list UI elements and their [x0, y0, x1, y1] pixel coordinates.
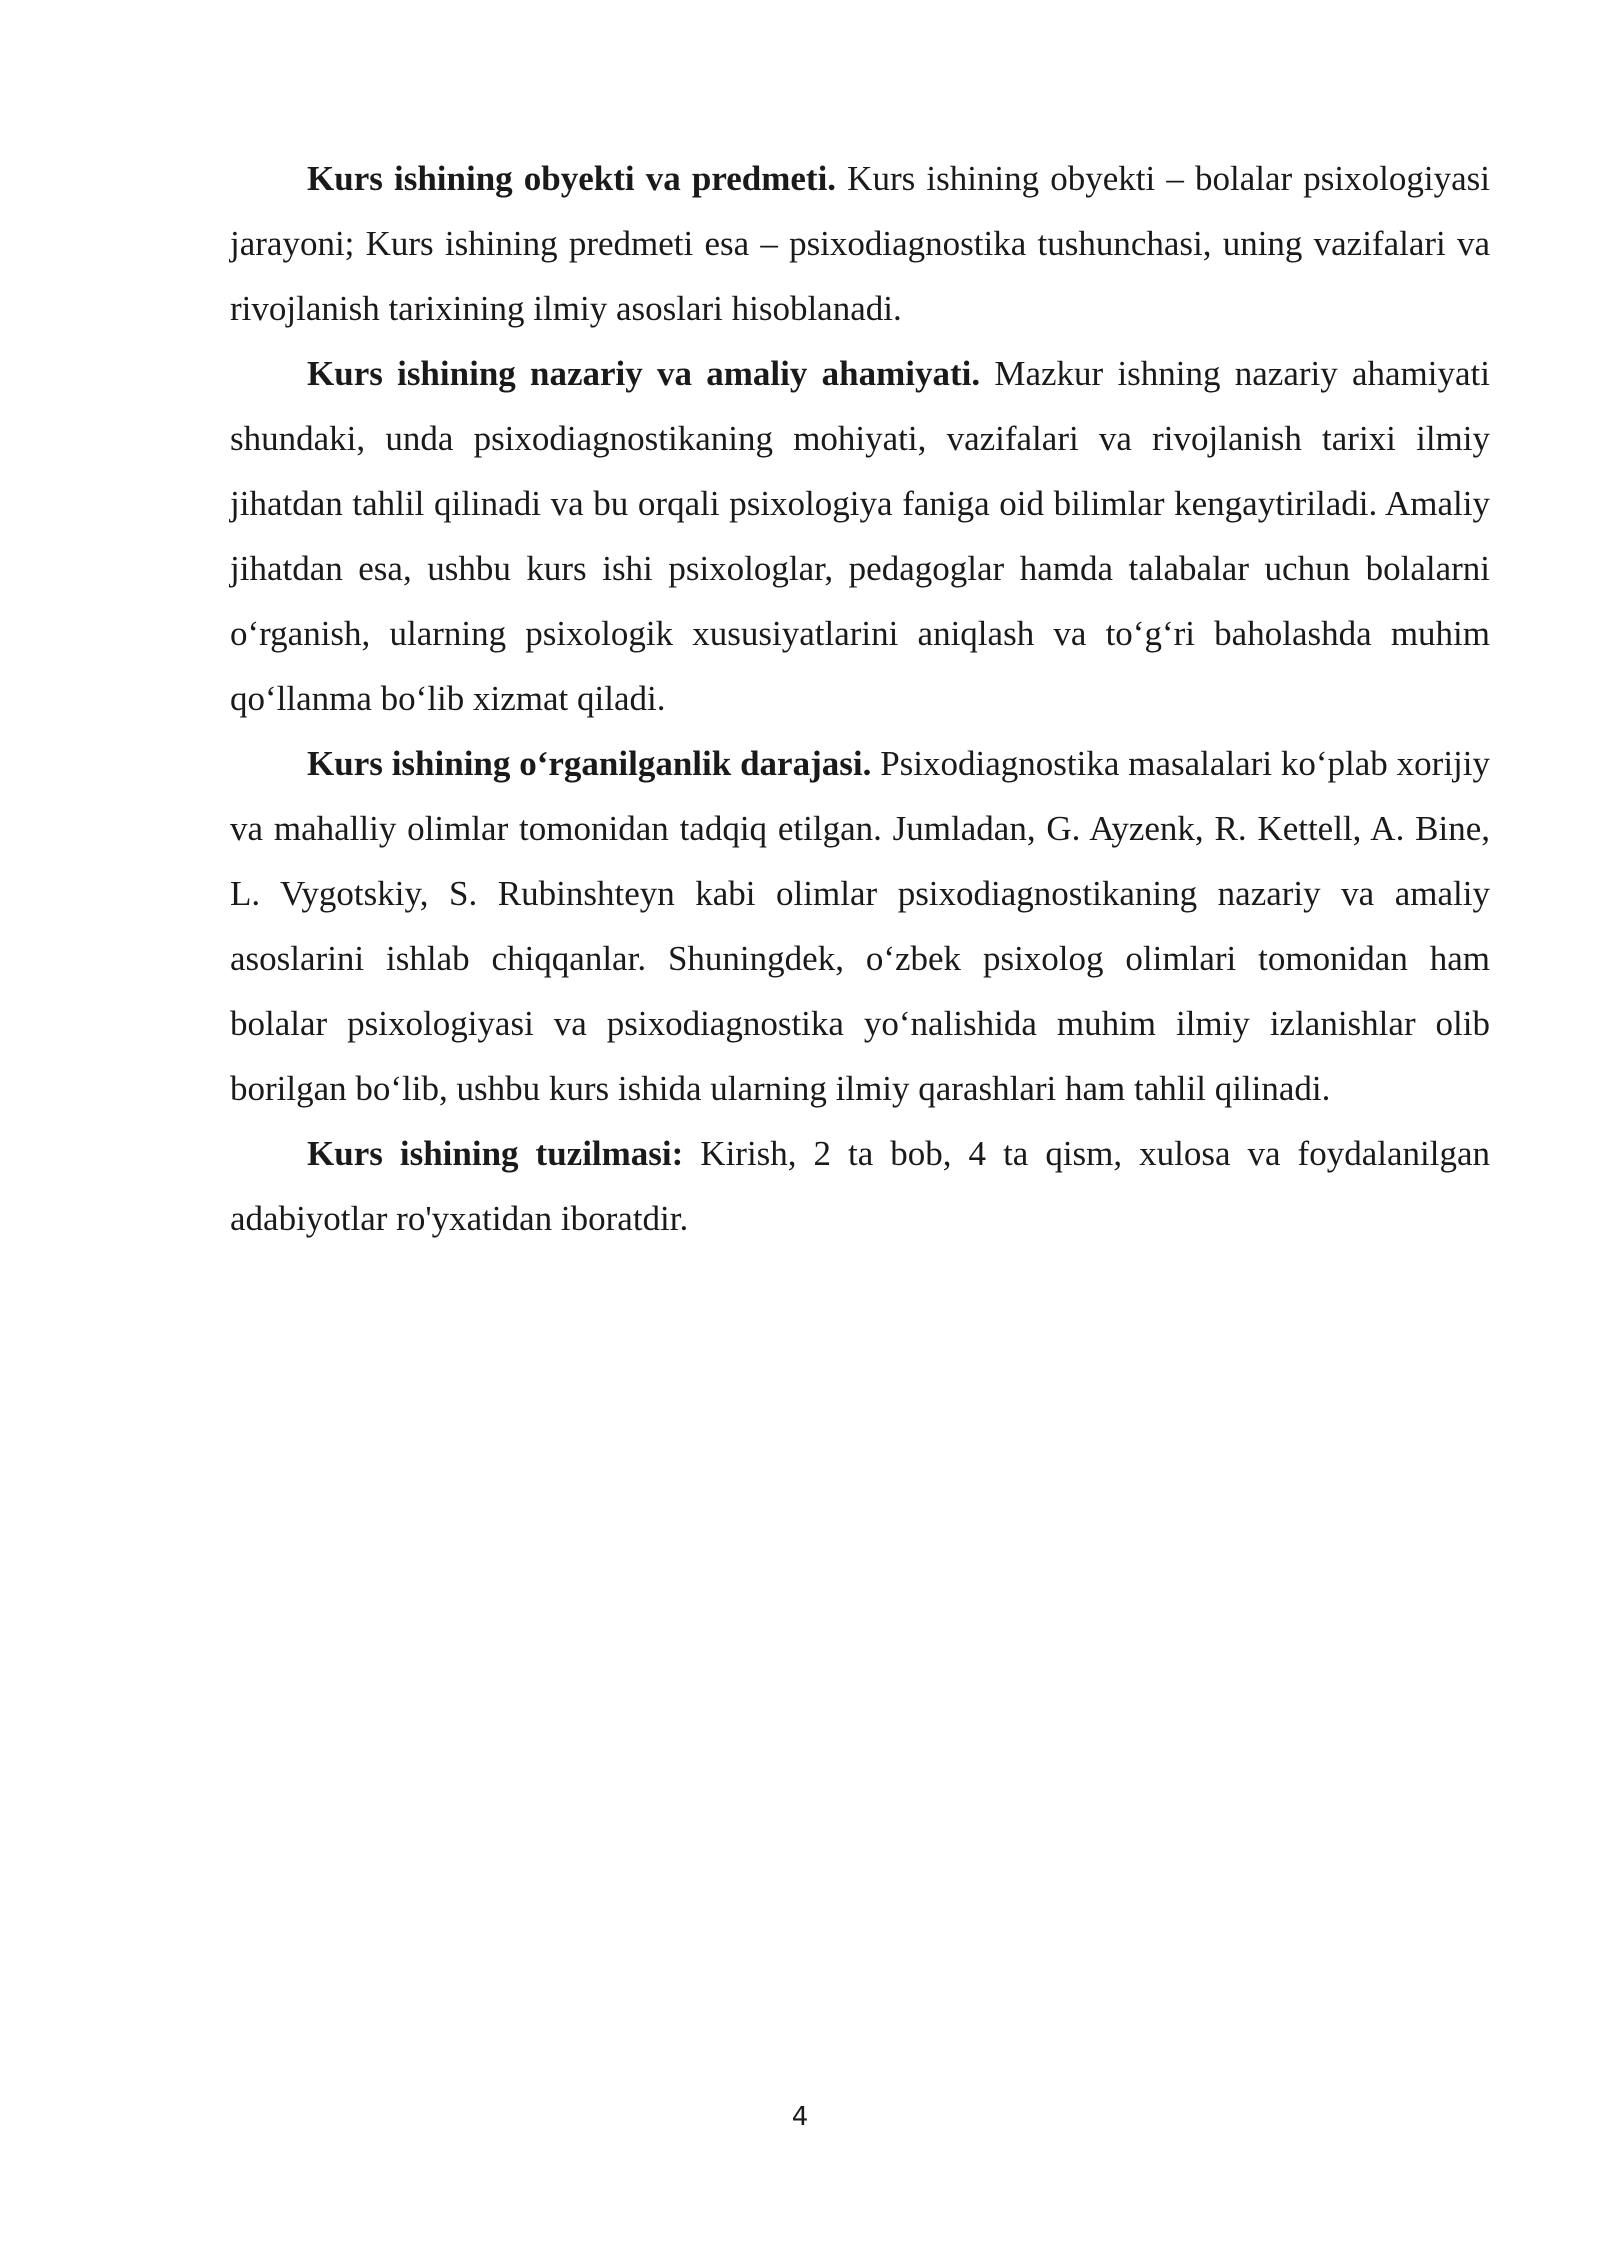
- paragraph-structure: [230, 1121, 1490, 1251]
- paragraph-degree-of-study: [230, 731, 1490, 1121]
- document-body: [230, 146, 1490, 1251]
- paragraph-heading: Kurs ishining nazariy va amaliy ahamiyati.: [307, 354, 981, 393]
- paragraph-text: Mazkur ishning nazariy ahamiyati shundaki, unda psixodiagnostikaning mohiyati, vazifalari va rivojlanish tarixi ilmiy jihatdan tahlil qilinadi va bu orqali psixologiya faniga oid bilimlar kengaytiriladi. Amaliy jihatdan esa, ushbu kurs ishi psixologlar, pedagoglar hamda talabalar uchun bolalarni o‘rganish, ularning psixologik xususiyatlarini aniqlash va to‘g‘ri baholashda muhim qo‘llanma bo‘lib xizmat qiladi.: [230, 354, 1490, 718]
- paragraph-text: Kurs ishining obyekti – bolalar psixologiyasi jarayoni; Kurs ishining predmeti esa – psixodiagnostika tushunchasi, uning vazifalari va rivojlanish tarixining ilmiy asoslari hisoblanadi.: [230, 159, 1490, 328]
- paragraph-heading: Kurs ishining o‘rganilganlik darajasi.: [307, 744, 872, 783]
- paragraph-heading: Kurs ishining tuzilmasi:: [307, 1134, 684, 1173]
- page-number: 4: [791, 2102, 809, 2132]
- paragraph-theoretical-practical-significance: [230, 341, 1490, 731]
- paragraph-heading: Kurs ishining obyekti va predmeti.: [307, 159, 837, 198]
- paragraph-text: Psixodiagnostika masalalari ko‘plab xorijiy va mahalliy olimlar tomonidan tadqiq etilgan. Jumladan, G. Ayzenk, R. Kettell, A. Bine, L. Vygotskiy, S. Rubinshteyn kabi olimlar psixodiagnostikaning nazariy va amaliy asoslarini ishlab chiqqanlar. Shuningdek, o‘zbek psixolog olimlari tomonidan ham bolalar psixologiyasi va psixodiagnostika yo‘nalishida muhim ilmiy izlanishlar olib borilgan bo‘lib, ushbu kurs ishida ularning ilmiy qarashlari ham tahlil qilinadi.: [230, 744, 1490, 1108]
- paragraph-text: Kirish, 2 ta bob, 4 ta qism, xulosa va foydalanilgan adabiyotlar ro'yxatidan iboratdir.: [230, 1134, 1490, 1238]
- paragraph-object-and-subject: [230, 146, 1490, 341]
